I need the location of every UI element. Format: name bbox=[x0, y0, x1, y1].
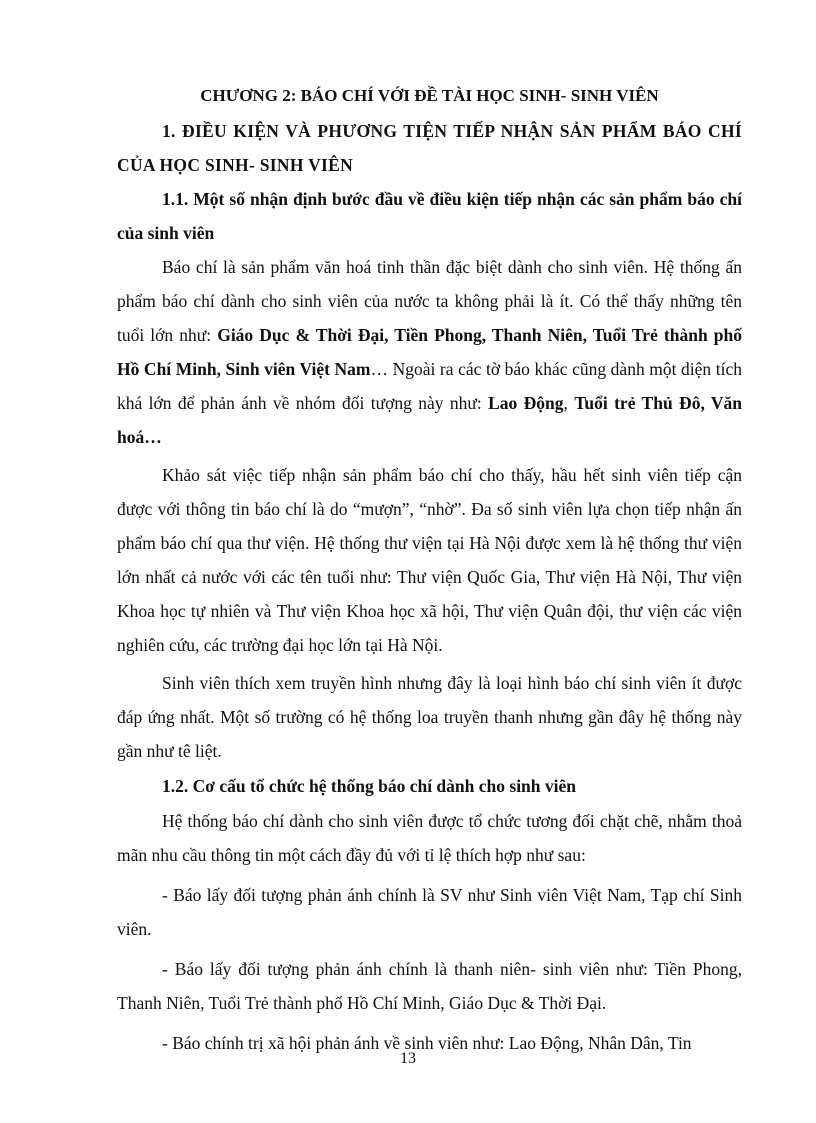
section-1-1-heading: 1.1. Một số nhận định bước đầu về điều kiện tiếp nhận các sản phẩm báo chí của sinh viên bbox=[117, 189, 742, 243]
list-item-2: - Báo lấy đối tượng phản ánh chính là thanh niên- sinh viên như: Tiền Phong, Thanh Niên, Tuổi Trẻ thành phố Hồ Chí Minh, Giáo Dục & Thời Đại. bbox=[117, 959, 742, 1013]
list-item-1: - Báo lấy đối tượng phản ánh chính là SV như Sinh viên Việt Nam, Tạp chí Sinh viên. bbox=[117, 885, 742, 939]
section-1-heading: 1. ĐIỀU KIỆN VÀ PHƯƠNG TIỆN TIẾP NHẬN SẢN PHẨM BÁO CHÍ CỦA HỌC SINH- SINH VIÊN bbox=[117, 121, 742, 175]
paragraph-1-text-2: … Ngoài ra các tờ báo khác cũng dành một diện tích khá lớn để phản ánh về nhóm đối tượng này như: bbox=[117, 359, 742, 413]
chapter-title: CHƯƠNG 2: BÁO CHÍ VỚI ĐỀ TÀI HỌC SINH- SINH VIÊN bbox=[200, 86, 659, 105]
paragraph-4: Hệ thống báo chí dành cho sinh viên được tổ chức tương đối chặt chẽ, nhằm thoả mãn nhu cầu thông tin một cách đầy đủ với tỉ lệ thích hợp như sau: bbox=[117, 811, 742, 865]
paragraph-1-text-1: Báo chí là sản phẩm văn hoá tinh thần đặc biệt dành cho sinh viên. Hệ thống ấn phẩm báo chí dành cho sinh viên của nước ta không phải là ít. Có thể thấy những tên tuổi lớn như: bbox=[117, 257, 742, 345]
page-number: 13 bbox=[400, 1050, 416, 1067]
paragraph-2: Khảo sát việc tiếp nhận sản phẩm báo chí cho thấy, hầu hết sinh viên tiếp cận được với thông tin báo chí là do “mượn”, “nhờ”. Đa số sinh viên lựa chọn tiếp nhận ấn phẩm báo chí qua thư viện. Hệ thống thư viện tại Hà Nội được xem là hệ thống thư viện lớn nhất cả nước với các tên tuổi như: Thư viện Quốc Gia, Thư viện Hà Nội, Thư viện Khoa học tự nhiên và Thư viện Khoa học xã hội, Thư viện Quân đội, thư viện các viện nghiên cứu, các trường đại học lớn tại Hà Nội. bbox=[117, 465, 742, 655]
paragraph-1-text-3: , bbox=[563, 393, 575, 413]
section-1-2-heading: 1.2. Cơ cấu tổ chức hệ thống báo chí dành cho sinh viên bbox=[162, 776, 577, 796]
paragraph-1-bold-1: Giáo Dục & Thời Đại, Tiền Phong, Thanh Niên, Tuổi Trẻ thành phố Hồ Chí Minh, Sinh viên Việt Nam bbox=[117, 325, 742, 379]
page-content bbox=[117, 78, 742, 1060]
paragraph-1-bold-2: Lao Động bbox=[488, 393, 564, 413]
paragraph-1 bbox=[117, 250, 742, 454]
list-item-3: - Báo chính trị xã hội phản ánh về sinh viên như: Lao Động, Nhân Dân, Tin bbox=[162, 1033, 692, 1053]
paragraph-1-bold-3: Tuổi trẻ Thủ Đô, Văn hoá… bbox=[117, 393, 743, 447]
paragraph-3: Sinh viên thích xem truyền hình nhưng đây là loại hình báo chí sinh viên ít được đáp ứng nhất. Một số trường có hệ thống loa truyền thanh nhưng gần đây hệ thống này gần như tê liệt. bbox=[117, 673, 742, 761]
